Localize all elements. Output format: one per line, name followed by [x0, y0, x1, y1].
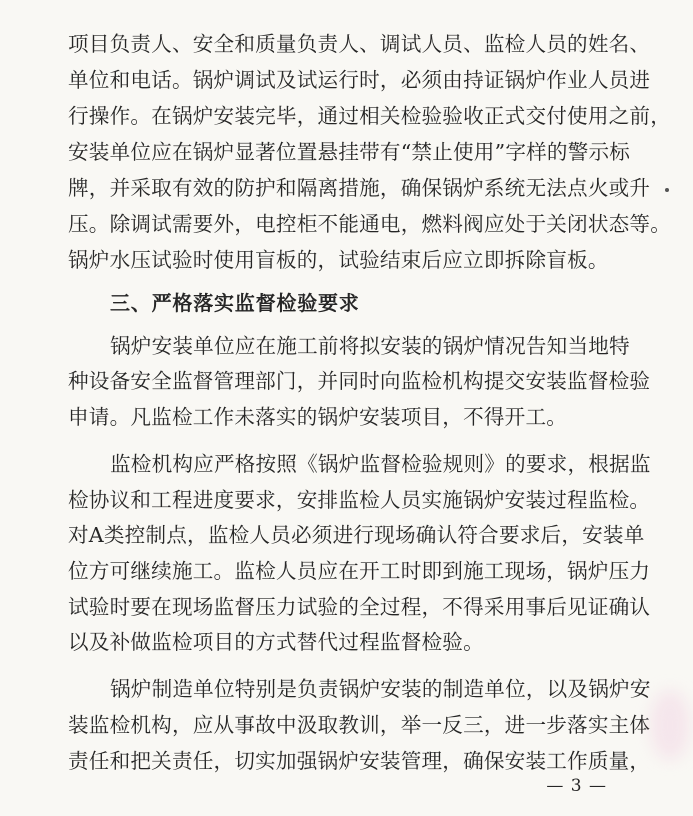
text-line-16: 试验时要在现场监督压力试验的全过程，不得采用事后见证确认 — [68, 595, 651, 619]
section-heading: 三、严格落实监督检验要求 — [110, 291, 360, 315]
text-line-15: 位方可继续施工。监检人员应在开工时即到施工现场，锅炉压力 — [68, 559, 651, 583]
text-line-11: 申请。凡监检工作未落实的锅炉安装项目，不得开工。 — [68, 405, 568, 429]
text-line-17: 以及补做监检项目的方式替代过程监督检验。 — [68, 630, 484, 654]
text-line-10: 种设备安全监督管理部门，并同时向监检机构提交安装监督检验 — [68, 369, 651, 393]
text-line-7: 锅炉水压试验时使用盲板的，试验结束后应立即拆除盲板。 — [68, 248, 609, 272]
text-line-5: 牌，并采取有效的防护和隔离措施，确保锅炉系统无法点火或升 — [68, 176, 651, 200]
text-line-2: 单位和电话。锅炉调试及试运行时，必须由持证锅炉作业人员进 — [68, 68, 651, 92]
text-line-18: 锅炉制造单位特别是负责锅炉安装的制造单位，以及锅炉安 — [110, 677, 651, 701]
text-line-14: 对A类控制点，监检人员必须进行现场确认符合要求后，安装单 — [68, 523, 645, 547]
scan-speck — [665, 188, 669, 192]
text-line-9: 锅炉安装单位应在施工前将拟安装的锅炉情况告知当地特 — [110, 334, 630, 358]
text-line-19: 装监检机构，应从事故中汲取教训，举一反三，进一步落实主体 — [68, 713, 651, 737]
scan-tint — [650, 690, 690, 760]
page-number: — 3 — — [546, 776, 607, 796]
text-line-12: 监检机构应严格按照《锅炉监督检验规则》的要求，根据监 — [110, 452, 651, 476]
text-line-4: 安装单位应在锅炉显著位置悬挂带有“禁止使用”字样的警示标 — [68, 140, 631, 164]
text-line-20: 责任和把关责任，切实加强锅炉安装管理，确保安装工作质量， — [68, 749, 651, 773]
text-line-13: 检协议和工程进度要求，安排监检人员实施锅炉安装过程监检。 — [68, 488, 651, 512]
text-line-1: 项目负责人、安全和质量负责人、调试人员、监检人员的姓名、 — [68, 32, 651, 56]
text-line-6: 压。除调试需要外，电控柜不能通电，燃料阀应处于关闭状态等。 — [68, 212, 672, 236]
text-line-3: 行操作。在锅炉安装完毕，通过相关检验验收正式交付使用之前， — [68, 104, 672, 128]
